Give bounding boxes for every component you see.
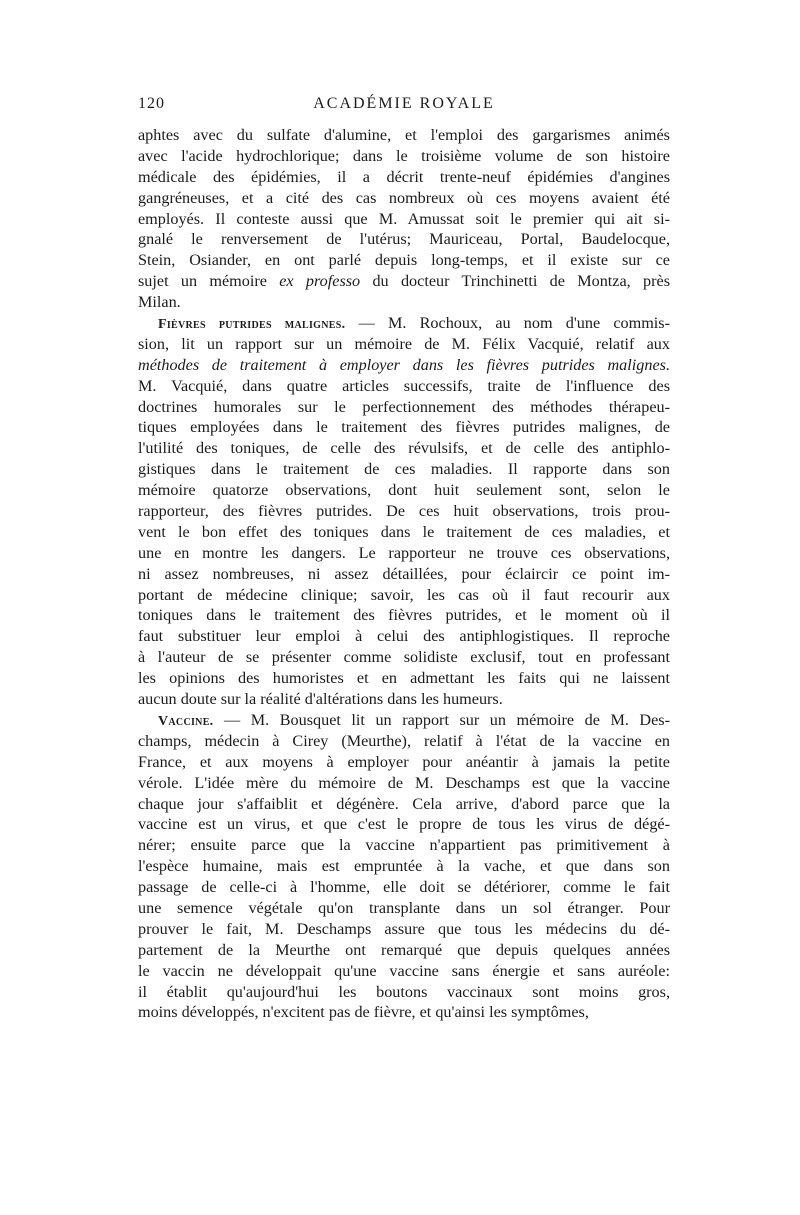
line-text: l'espèce humaine, mais est empruntée à la vache, et que dans son xyxy=(138,857,670,876)
line-text: M. Vacquié, dans quatre articles successifs, traite de l'influence des xyxy=(138,376,670,395)
text-line xyxy=(138,585,670,606)
line-text: Milan. xyxy=(138,293,181,312)
text-line xyxy=(138,877,670,898)
line-text: employés. Il conteste aussi que M. Amussat soit le premier qui ait si- xyxy=(138,209,670,228)
text-line xyxy=(138,668,670,689)
text-line xyxy=(138,835,670,856)
paragraph xyxy=(138,125,670,313)
text-line xyxy=(138,961,670,982)
line-text: du docteur Trinchinetti de Montza, près xyxy=(360,272,670,291)
line-text: passage de celle-ci à l'homme, elle doit se détériorer, comme le fait xyxy=(138,878,670,897)
line-text: aucun doute sur la réalité d'altérations dans les humeurs. xyxy=(138,690,503,709)
text-line xyxy=(138,522,670,543)
line-text: France, et aux moyens à employer pour anéantir à jamais la petite xyxy=(138,752,670,771)
text-line xyxy=(138,626,670,647)
text-line xyxy=(138,209,670,230)
line-text: gangréneuses, et a cité des cas nombreux où ces moyens avaient été xyxy=(138,188,670,207)
text-line xyxy=(138,919,670,940)
text-line xyxy=(138,459,670,480)
line-text: avec l'acide hydrochlorique; dans le troisième volume de son histoire xyxy=(138,146,670,165)
paragraph xyxy=(138,710,670,1023)
text-line xyxy=(138,543,670,564)
line-text: aphtes avec du sulfate d'alumine, et l'emploi des gargarismes animés xyxy=(138,126,670,144)
line-text: sujet un mémoire xyxy=(138,272,280,291)
line-text: prouver le fait, M. Deschamps assure que tous les médecins du dé- xyxy=(138,919,670,938)
text-line xyxy=(138,125,670,146)
text-line xyxy=(138,292,670,313)
text-line xyxy=(138,167,670,188)
text-line xyxy=(138,397,670,418)
text-line xyxy=(138,814,670,835)
line-text: portant de médecine clinique; savoir, les cas où il faut recourir aux xyxy=(138,585,670,604)
running-title: ACADÉMIE ROYALE xyxy=(313,95,495,112)
line-text: mémoire quatorze observations, dont huit seulement sont, selon le xyxy=(138,481,670,500)
line-text: les opinions des humoristes et en admettant les faits qui ne laissent xyxy=(138,669,670,688)
text-line xyxy=(138,731,670,752)
text-line xyxy=(138,564,670,585)
text-line xyxy=(138,1002,670,1023)
text-line xyxy=(138,710,670,731)
line-text: à l'auteur de se présenter comme solidiste exclusif, tout en professant xyxy=(138,648,670,667)
text-line xyxy=(138,773,670,794)
line-text: rapporteur, des fièvres putrides. De ces huit observations, trois prou- xyxy=(138,502,670,521)
text-line xyxy=(138,856,670,877)
text-line xyxy=(138,438,670,459)
line-text: une en montre les dangers. Le rapporteur ne trouve ces observations, xyxy=(138,543,670,562)
line-text: vérole. L'idée mère du mémoire de M. Deschamps est que la vaccine xyxy=(138,773,670,792)
line-text: chaque jour s'affaiblit et dégénère. Cela arrive, d'abord parce que la xyxy=(138,794,670,813)
document-body xyxy=(138,125,670,1023)
line-text: il établit qu'aujourd'hui les boutons vaccinaux sont moins gros, xyxy=(138,982,670,1001)
line-text: ni assez nombreuses, ni assez détaillées, pour éclaircir ce point im- xyxy=(138,564,670,583)
text-line xyxy=(138,689,670,710)
text-line xyxy=(138,188,670,209)
text-line xyxy=(138,334,670,355)
document-page xyxy=(138,95,670,1023)
text-line xyxy=(138,271,670,292)
text-line xyxy=(138,229,670,250)
text-line xyxy=(138,605,670,626)
text-line xyxy=(138,982,670,1003)
line-text: vent le bon effet des toniques dans le traitement de ces maladies, et xyxy=(138,522,670,541)
text-line xyxy=(138,146,670,167)
text-line xyxy=(138,376,670,397)
text-line xyxy=(138,417,670,438)
text-line xyxy=(138,898,670,919)
line-text: gnalé le renversement de l'utérus; Mauriceau, Portal, Baudelocque, xyxy=(138,230,670,249)
line-text: partement de la Meurthe ont remarqué que depuis quelques années xyxy=(138,940,670,959)
line-text: gistiques dans le traitement de ces maladies. Il rapporte dans son xyxy=(138,460,670,479)
paragraph xyxy=(138,313,670,710)
text-line xyxy=(138,250,670,271)
text-line xyxy=(138,940,670,961)
line-text: vaccine est un virus, et que c'est le propre de tous les virus de dégé- xyxy=(138,815,670,834)
line-text: — M. Bousquet lit un rapport sur un mémoire de M. Des- xyxy=(213,710,670,729)
line-text: sion, lit un rapport sur un mémoire de M. Félix Vacquié, relatif aux xyxy=(138,334,670,353)
italic-text: ex professo xyxy=(279,272,361,291)
line-text: une semence végétale qu'on transplante dans un sol étranger. Pour xyxy=(138,898,670,917)
page-header xyxy=(138,95,670,125)
line-text: faut substituer leur emploi à celui des antiphlogistiques. Il reproche xyxy=(138,627,670,646)
italic-text: méthodes de traitement à employer dans les fièvres putrides malignes. xyxy=(138,355,670,374)
line-text: l'utilité des toniques, de celle des révulsifs, et de celle des antiphlo- xyxy=(138,439,670,458)
text-line xyxy=(138,501,670,522)
line-text: doctrines humorales sur le perfectionnement des méthodes thérapeu- xyxy=(138,397,670,416)
line-text: moins développés, n'excitent pas de fièvre, et qu'ainsi les symptômes, xyxy=(138,1003,589,1022)
line-text: médicale des épidémies, il a décrit trente-neuf épidémies d'angines xyxy=(138,167,670,186)
line-text: tiques employées dans le traitement des fièvres putrides malignes, de xyxy=(138,418,670,437)
text-line xyxy=(138,355,670,376)
text-line xyxy=(138,313,670,334)
text-line xyxy=(138,647,670,668)
section-heading: Fièvres putrides malignes. xyxy=(158,317,346,333)
section-heading: Vaccine. xyxy=(158,713,214,729)
page-number: 120 xyxy=(138,95,165,112)
text-line xyxy=(138,752,670,773)
line-text: toniques dans le traitement des fièvres putrides, et le moment où il xyxy=(138,606,670,625)
text-line xyxy=(138,794,670,815)
line-text: le vaccin ne développait qu'une vaccine sans énergie et sans auréole: xyxy=(138,961,670,980)
text-line xyxy=(138,480,670,501)
line-text: nérer; ensuite parce que la vaccine n'appartient pas primitivement à xyxy=(138,836,670,855)
line-text: — M. Rochoux, au nom d'une commis- xyxy=(345,314,670,333)
line-text: champs, médecin à Cirey (Meurthe), relatif à l'état de la vaccine en xyxy=(138,731,670,750)
line-text: Stein, Osiander, en ont parlé depuis long-temps, et il existe sur ce xyxy=(138,251,670,270)
